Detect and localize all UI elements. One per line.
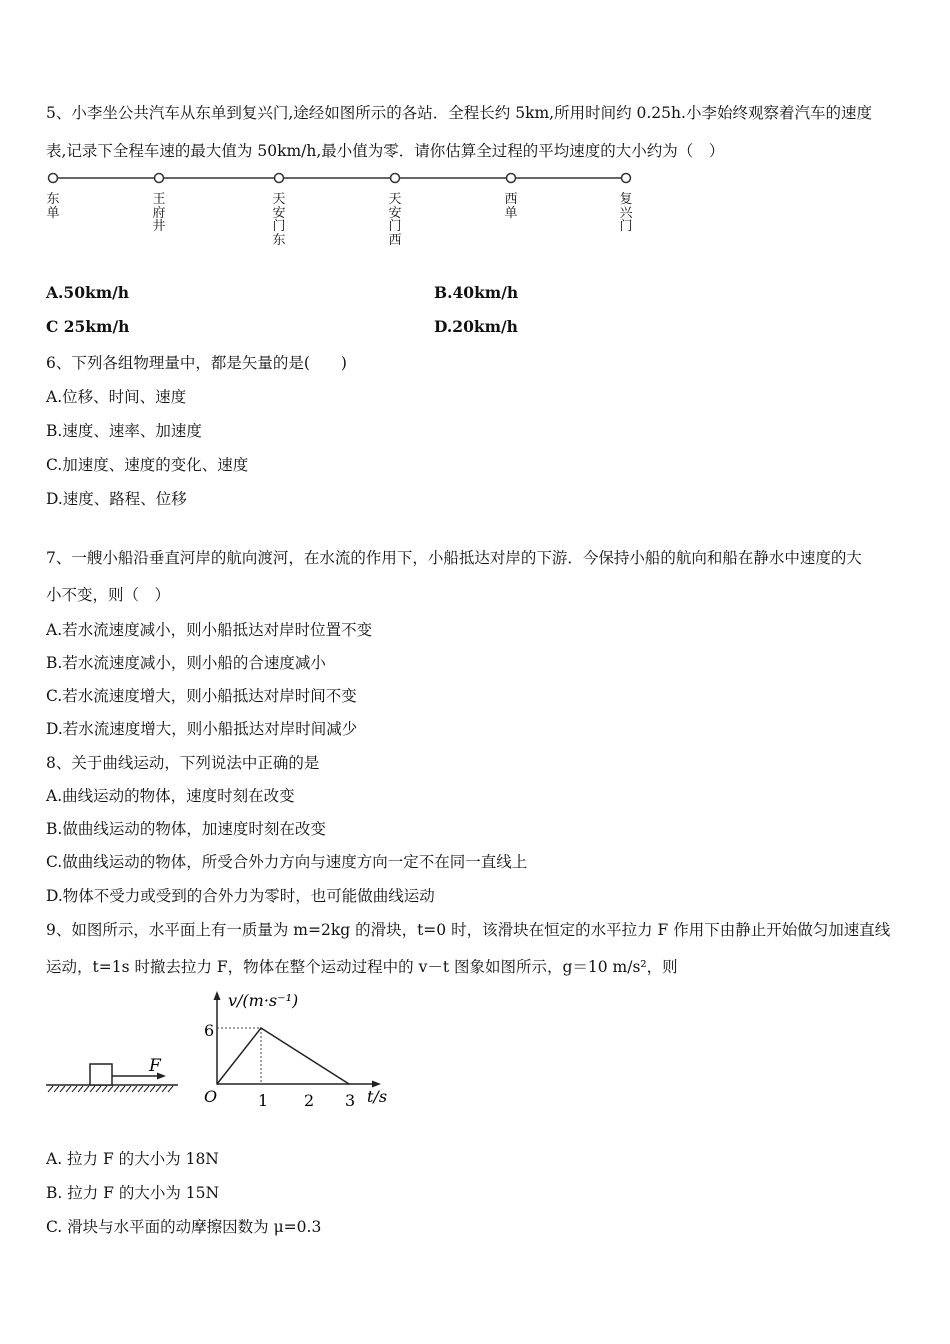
q5-option-d: D.20km/h	[434, 317, 518, 336]
station-dot	[275, 174, 284, 183]
q7-option-d: D.若水流速度增大，则小船抵达对岸时间减少	[46, 720, 358, 738]
q9-stem-line2: 运动，t=1s 时撤去拉力 F，物体在整个运动过程中的 v－t 图象如图所示，g＝10 m/s²，则	[46, 958, 678, 976]
bus-route-diagram	[40, 168, 650, 188]
q5-stem-line1: 5、小李坐公共汽车从东单到复兴门,途经如图所示的各站．全程长约 5km,所用时间约 0.25h.小李始终观察着汽车的速度	[46, 104, 872, 122]
station-dot	[507, 174, 516, 183]
q7-stem-line2: 小不变，则（ ）	[46, 586, 171, 604]
station-dot	[622, 174, 631, 183]
x-tick-label: 1	[258, 1091, 269, 1110]
y-axis-label: v/(m·s⁻¹)	[228, 991, 299, 1010]
station-label: 西 单	[504, 192, 518, 221]
q5-stem-line2: 表,记录下全程车速的最大值为 50km/h,最小值为零．请你估算全过程的平均速度的大小约为（ ）	[46, 142, 725, 160]
q8-option-c: C.做曲线运动的物体，所受合外力方向与速度方向一定不在同一直线上	[46, 853, 528, 871]
x-axis-label: t/s	[367, 1087, 388, 1106]
q9-option-a: A. 拉力 F 的大小为 18N	[46, 1150, 219, 1168]
velocity-point	[348, 1083, 350, 1085]
slider-block	[90, 1064, 112, 1085]
q8-option-b: B.做曲线运动的物体，加速度时刻在改变	[46, 820, 326, 838]
q8-stem: 8、关于曲线运动，下列说法中正确的是	[46, 754, 320, 772]
velocity-line	[217, 1028, 349, 1084]
velocity-point	[260, 1027, 262, 1029]
q8-option-a: A.曲线运动的物体，速度时刻在改变	[46, 787, 295, 805]
q6-option-c: C.加速度、速度的变化、速度	[46, 456, 249, 474]
station-label: 王 府 井	[152, 192, 166, 234]
force-label: F	[149, 1056, 161, 1076]
q5-option-a: A.50km/h	[46, 283, 130, 302]
station-label: 天 安 门 西	[388, 192, 402, 248]
q7-stem-line1: 7、一艘小船沿垂直河岸的航向渡河，在水流的作用下，小船抵达对岸的下游．今保持小船的航向和船在静水中速度的大	[46, 549, 862, 567]
station-label: 东 单	[46, 192, 60, 221]
origin-label: O	[204, 1087, 218, 1106]
station-dot	[391, 174, 400, 183]
x-tick-label: 2	[304, 1091, 315, 1110]
q5-option-c: C 25km/h	[46, 317, 130, 336]
velocity-point	[216, 1083, 218, 1085]
q6-option-d: D.速度、路程、位移	[46, 490, 187, 508]
station-dot	[155, 174, 164, 183]
q6-option-b: B.速度、速率、加速度	[46, 422, 202, 440]
station-dot	[49, 174, 58, 183]
q6-option-a: A.位移、时间、速度	[46, 388, 187, 406]
vt-graph	[195, 988, 395, 1110]
station-label: 天 安 门 东	[272, 192, 286, 248]
q5-option-b: B.40km/h	[434, 283, 519, 302]
q7-option-b: B.若水流速度减小，则小船的合速度减小	[46, 654, 326, 672]
q7-option-a: A.若水流速度减小，则小船抵达对岸时位置不变	[46, 621, 373, 639]
q9-stem-line1: 9、如图所示，水平面上有一质量为 m=2kg 的滑块，t=0 时，该滑块在恒定的水平拉力 F 作用下由静止开始做匀加速直线	[46, 921, 891, 939]
q6-stem: 6、下列各组物理量中，都是矢量的是( )	[46, 354, 347, 372]
x-tick-label: 3	[345, 1091, 356, 1110]
y-axis-arrow	[214, 991, 221, 1000]
q7-option-c: C.若水流速度增大，则小船抵达对岸时间不变	[46, 687, 357, 705]
q9-option-b: B. 拉力 F 的大小为 15N	[46, 1184, 220, 1202]
q9-option-c: C. 滑块与水平面的动摩擦因数为 μ=0.3	[46, 1218, 322, 1236]
station-label: 复 兴 门	[619, 192, 633, 234]
y-tick-label: 6	[204, 1021, 215, 1040]
q8-option-d: D.物体不受力或受到的合外力为零时，也可能做曲线运动	[46, 887, 435, 905]
block-on-surface-figure	[44, 1050, 184, 1096]
